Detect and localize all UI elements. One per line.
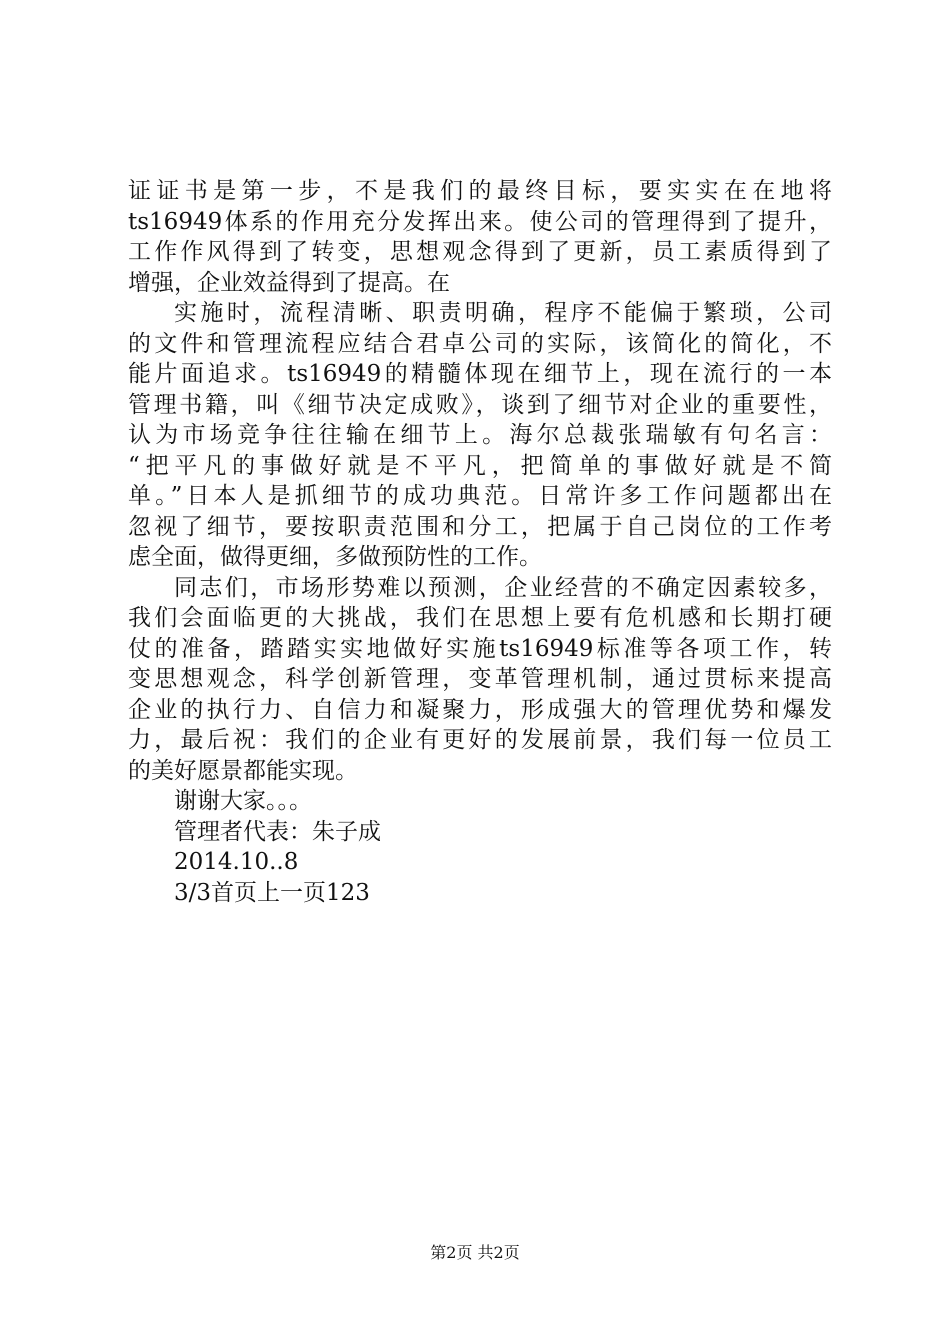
pager-text: 3/3首页上一页123 <box>174 879 370 906</box>
text-line: 的文件和管理流程应结合君卓公司的实际，该简化的简化，不 <box>128 330 832 357</box>
text-line: 的美好愿景都能实现。 <box>128 757 358 784</box>
text-line: 变思想观念，科学创新管理，变革管理机制，通过贯标来提高 <box>128 666 832 692</box>
text-line: 能片面追求。ts16949的精髓体现在细节上，现在流行的一本 <box>128 361 832 387</box>
closing-thanks: 谢谢大家。。。 <box>174 788 312 814</box>
text-line: “把平凡的事做好就是不平凡，把简单的事做好就是不简 <box>128 452 832 479</box>
text-line: 仗的准备，踏踏实实地做好实施ts16949标准等各项工作，转 <box>128 635 832 662</box>
text-line: 实施时，流程清晰、职责明确，程序不能偏于繁琐，公司 <box>174 300 832 326</box>
text-line: 工作作风得到了转变，思想观念得到了更新，员工素质得到了 <box>128 239 832 265</box>
text-line: 力，最后祝：我们的企业有更好的发展前景，我们每一位员工 <box>128 727 832 753</box>
text-line: 单。”日本人是抓细节的成功典范。日常许多工作问题都出在 <box>128 483 832 509</box>
text-line: 增强，企业效益得到了提高。在 <box>128 269 450 296</box>
text-line: ts16949体系的作用充分发挥出来。使公司的管理得到了提升， <box>128 208 832 235</box>
text-line: 企业的执行力、自信力和凝聚力，形成强大的管理优势和爆发 <box>128 696 832 723</box>
text-line: 管理书籍，叫《细节决定成败》，谈到了细节对企业的重要性， <box>128 391 832 418</box>
page-footer: 第2页 共2页 <box>430 1243 520 1262</box>
date: 2014.10..8 <box>174 849 299 875</box>
document-body <box>128 176 832 908</box>
text-line: 忽视了细节，要按职责范围和分工，把属于自己岗位的工作考 <box>128 513 832 540</box>
text-line: 认为市场竞争往往输在细节上。海尔总裁张瑞敏有句名言： <box>128 422 832 448</box>
signature: 管理者代表：朱子成 <box>174 818 381 845</box>
text-line: 我们会面临更的大挑战，我们在思想上要有危机感和长期打硬 <box>128 605 832 631</box>
text-line: 虑全面，做得更细，多做预防性的工作。 <box>128 544 542 570</box>
text-line: 同志们，市场形势难以预测，企业经营的不确定因素较多， <box>174 574 832 601</box>
text-line: 证证书是第一步，不是我们的最终目标，要实实在在地将 <box>128 178 832 204</box>
